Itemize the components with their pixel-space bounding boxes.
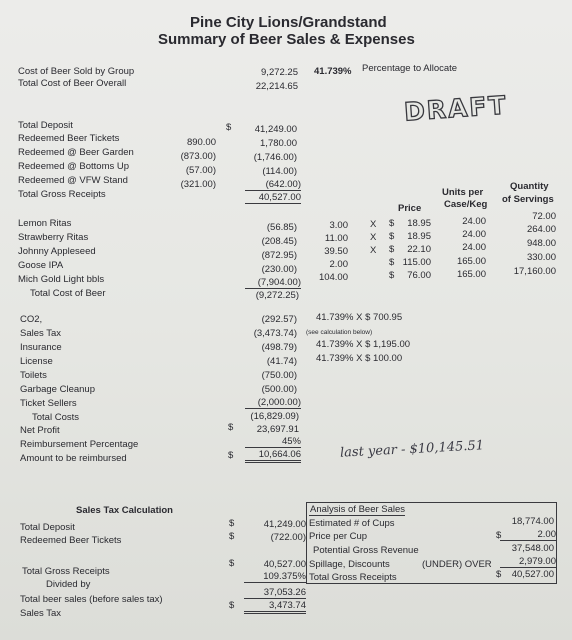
beer-qty-2: 39.50 (324, 246, 348, 257)
units-header-2: Case/Keg (444, 199, 488, 210)
expense-value-0: (292.57) (261, 314, 297, 325)
analysis-label-3: Spillage, Discounts (309, 559, 390, 570)
expense-label-5: Garbage Cleanup (20, 384, 95, 395)
stc-divided-label: Divided by (46, 579, 91, 590)
deposit-col1-3: (57.00) (185, 165, 216, 176)
expense-value-6: (2,000.00) (245, 397, 301, 409)
beer-x-1: X (370, 232, 377, 243)
beer-label-4: Mich Gold Light bbls (18, 274, 105, 285)
deposit-dollar: $ (226, 122, 232, 133)
handwritten-note: last year - $10,145.51 (339, 438, 485, 461)
analysis-title-underline (309, 515, 405, 516)
beer-qty-3: 2.00 (329, 259, 348, 270)
sales-tax-title: Sales Tax Calculation (76, 505, 173, 516)
analysis-label-4: Total Gross Receipts (309, 572, 397, 583)
deposit-col1-1: 890.00 (186, 137, 216, 148)
beer-units-0: 24.00 (462, 216, 486, 227)
analysis-divider (306, 502, 307, 584)
stc-deposit-value: 41,249.00 (263, 519, 306, 530)
stc-dollar-4: $ (229, 600, 235, 611)
expense-label-10: Amount to be reimbursed (20, 453, 127, 464)
beer-label-2: Johnny Appleseed (18, 246, 96, 257)
expense-value-9: 45% (245, 436, 301, 448)
deposit-label-3: Redeemed @ Bottoms Up (18, 161, 130, 172)
reimbursed-dollar: $ (228, 450, 234, 461)
beer-servings-2: 948.00 (526, 238, 556, 249)
deposit-col2-3: (114.00) (262, 166, 297, 177)
beer-servings-0: 72.00 (532, 211, 556, 222)
analysis-label-2: Potential Gross Revenue (313, 545, 419, 556)
stc-dollar-2: $ (229, 531, 235, 542)
stc-dollar-1: $ (229, 518, 235, 529)
expense-value-4: (750.00) (261, 370, 297, 381)
beer-dollar-1: $ (389, 231, 395, 242)
beer-qty-1: 11.00 (324, 233, 348, 244)
beer-dollar-4: $ (389, 270, 395, 281)
expense-label-6: Ticket Sellers (20, 398, 77, 409)
beer-price-1: 18.95 (407, 231, 431, 242)
beer-qty-0: 3.00 (329, 220, 348, 231)
beer-price-3: 115.00 (402, 257, 431, 268)
page-title: Pine City Lions/Grandstand (190, 14, 387, 31)
beer-servings-1: 264.00 (526, 224, 556, 235)
analysis-value-0: 18,774.00 (511, 516, 554, 527)
deposit-col1-4: (321.00) (180, 179, 216, 190)
deposit-col2-4: (642.00) (245, 179, 301, 191)
beer-total-label: Total Cost of Beer (30, 288, 106, 299)
deposit-label-2: Redeemed @ Beer Garden (18, 147, 134, 158)
deposit-col2-0: 41,249.00 (254, 124, 297, 135)
analysis-value-2: 37,548.00 (511, 543, 554, 554)
beer-cost-0: (56.85) (266, 222, 297, 233)
deposit-col2-2: (1,746.00) (253, 152, 297, 163)
expense-label-3: License (20, 356, 53, 367)
beer-dollar-3: $ (389, 257, 395, 268)
beer-qty-4: 104.00 (318, 272, 348, 283)
analysis-dollar-2: $ (496, 569, 502, 580)
allocate-label: Percentage to Allocate (362, 63, 458, 74)
deposit-label-1: Redeemed Beer Tickets (18, 133, 120, 144)
expense-note-1: (see calculation below) (306, 329, 373, 336)
expense-label-4: Toilets (20, 370, 47, 381)
expense-label-8: Net Profit (20, 425, 60, 436)
deposit-col2-1: 1,780.00 (260, 138, 297, 149)
beer-dollar-0: $ (389, 218, 395, 229)
under-over-label: (UNDER) OVER (422, 559, 492, 570)
expense-label-9: Reimbursement Percentage (20, 439, 139, 450)
beer-price-2: 22.10 (407, 244, 431, 255)
cost-overall-value: 22,214.65 (255, 81, 298, 92)
beer-total-value: (9,272.25) (255, 290, 299, 301)
deposit-label-5: Total Gross Receipts (18, 189, 106, 200)
beer-units-1: 24.00 (462, 229, 486, 240)
stc-gross-value: 40,527.00 (263, 559, 306, 570)
stc-divided-value: 109.375% (244, 571, 306, 583)
net-profit-dollar: $ (228, 422, 234, 433)
expense-value-2: (498.79) (261, 342, 297, 353)
expense-label-1: Sales Tax (20, 328, 62, 339)
stc-redeemed-value: (722.00) (270, 532, 306, 543)
expense-value-5: (500.00) (261, 384, 297, 395)
beer-cost-2: (872.95) (261, 250, 297, 261)
stc-sales-tax-label: Sales Tax (20, 608, 62, 619)
quantity-header-2: of Servings (502, 194, 554, 205)
beer-label-1: Strawberry Ritas (18, 232, 89, 243)
cost-overall-label: Total Cost of Beer Overall (18, 78, 127, 89)
analysis-label-0: Estimated # of Cups (309, 518, 395, 529)
beer-price-4: 76.00 (407, 270, 431, 281)
expense-value-10: 10,664.06 (245, 449, 301, 463)
analysis-dollar-1: $ (496, 530, 502, 541)
expense-note-3: 41.739% X $ 100.00 (316, 353, 403, 364)
expense-note-0: 41.739% X $ 700.95 (316, 312, 403, 323)
stc-redeemed-label: Redeemed Beer Tickets (20, 535, 122, 546)
cost-sold-value: 9,272.25 (261, 67, 298, 78)
analysis-value-3: 2,979.00 (500, 556, 556, 568)
beer-x-2: X (370, 245, 377, 256)
analysis-label-1: Price per Cup (309, 531, 368, 542)
beer-units-3: 165.00 (456, 256, 486, 267)
expense-value-7: (16,829.09) (250, 411, 299, 422)
beer-units-4: 165.00 (456, 269, 486, 280)
beer-servings-4: 17,160.00 (513, 266, 556, 277)
page-subtitle: Summary of Beer Sales & Expenses (158, 31, 415, 48)
units-header-1: Units per (442, 187, 484, 198)
expense-label-2: Insurance (20, 342, 62, 353)
stc-before-tax-label: Total beer sales (before sales tax) (20, 594, 163, 605)
beer-units-2: 24.00 (462, 242, 486, 253)
price-header: Price (398, 203, 422, 214)
deposit-col1-2: (873.00) (180, 151, 216, 162)
expense-value-3: (41.74) (266, 356, 297, 367)
deposit-label-0: Total Deposit (18, 120, 73, 131)
beer-label-0: Lemon Ritas (18, 218, 72, 229)
analysis-title: Analysis of Beer Sales (310, 504, 406, 515)
expense-note-2: 41.739% X $ 1,195.00 (316, 339, 411, 350)
quantity-header-1: Quantity (510, 181, 549, 192)
expense-value-8: 23,697.91 (256, 424, 299, 435)
stc-gross-label: Total Gross Receipts (22, 566, 110, 577)
stc-before-tax-value: 37,053.26 (244, 587, 306, 599)
cost-sold-label: Cost of Beer Sold by Group (18, 66, 135, 77)
expense-label-7: Total Costs (32, 412, 79, 423)
stc-dollar-3: $ (229, 558, 235, 569)
expense-label-0: CO2, (20, 314, 43, 325)
draft-stamp: DRAFT (403, 90, 509, 127)
beer-servings-3: 330.00 (526, 252, 556, 263)
beer-price-0: 18.95 (407, 218, 431, 229)
beer-cost-1: (208.45) (261, 236, 297, 247)
deposit-label-4: Redeemed @ VFW Stand (18, 175, 128, 186)
beer-cost-3: (230.00) (261, 264, 297, 275)
beer-dollar-2: $ (389, 244, 395, 255)
deposit-col2-5: 40,527.00 (245, 192, 301, 204)
analysis-value-4: 40,527.00 (511, 569, 554, 580)
beer-cost-4: (7,904.00) (245, 277, 301, 289)
analysis-value-1: 2.00 (500, 529, 556, 541)
stc-sales-tax-value: 3,473.74 (244, 600, 306, 614)
expense-value-1: (3,473.74) (253, 328, 297, 339)
beer-x-0: X (370, 219, 377, 230)
stc-deposit-label: Total Deposit (20, 522, 75, 533)
allocate-percentage: 41.739% (314, 66, 352, 77)
beer-label-3: Goose IPA (18, 260, 64, 271)
